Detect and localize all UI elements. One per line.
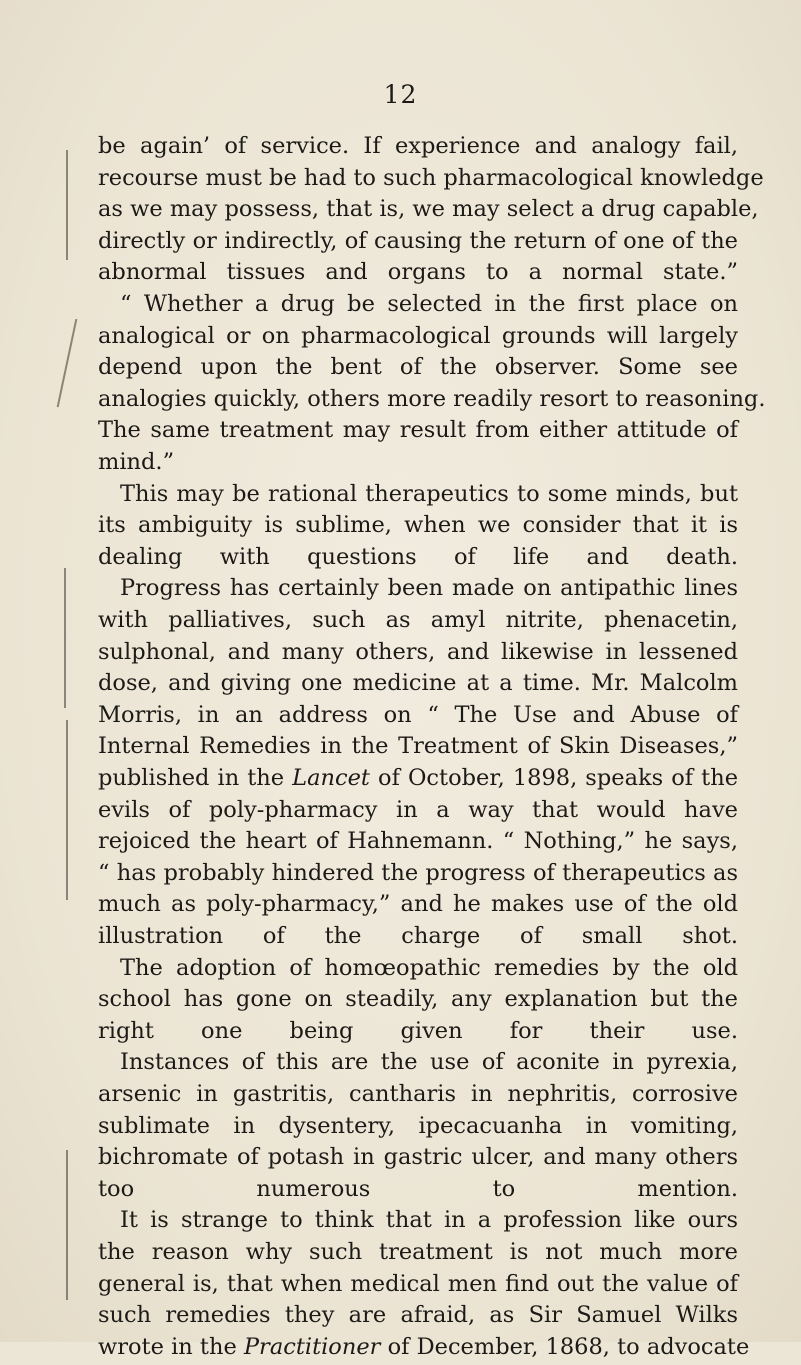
text-line-content: with palliatives, such as amyl nitrite, phenacetin, <box>98 607 738 633</box>
text-line <box>0 381 801 417</box>
text-line-content: school has gone on steadily, any explanation but the <box>98 986 738 1013</box>
text-line <box>0 1202 801 1238</box>
text-line <box>0 1266 801 1302</box>
text-line <box>0 1234 801 1270</box>
text-line-content: the reason why such treatment is not much more <box>98 1239 738 1265</box>
text-line <box>0 1139 801 1175</box>
text-line-content: depend upon the bent of the observer. Some see <box>98 354 738 381</box>
text-line <box>0 191 801 227</box>
text-line <box>0 349 801 385</box>
text-line <box>0 1329 801 1365</box>
text-line-content: directly or indirectly, of causing the return of one of the <box>98 227 738 254</box>
text-line-content: dealing with questions of life and death. <box>98 543 738 570</box>
text-line-content: bichromate of potash in gastric ulcer, and many others <box>98 1144 738 1171</box>
text-line-content: its ambiguity is sublime, when we consider that it is <box>98 512 738 539</box>
text-line-content: Progress has certainly been made on antipathic lines <box>120 575 738 602</box>
text-line <box>0 223 801 259</box>
text-line <box>0 855 801 891</box>
text-line <box>0 950 801 986</box>
text-line <box>0 728 801 764</box>
text-line <box>0 1013 801 1049</box>
text-line <box>0 160 801 196</box>
page-number: 12 <box>383 80 418 109</box>
text-line-content: It is strange to think that in a profession like ours <box>120 1207 738 1234</box>
text-line <box>0 476 801 512</box>
text-line-content: general is, that when medical men find out the value of <box>98 1270 738 1297</box>
text-line-content: recourse must be had to such pharmacological knowledge <box>98 164 764 191</box>
text-line <box>0 286 801 322</box>
text-line-content: too numerous to mention. <box>98 1175 738 1202</box>
text-line-content: sublimate in dysentery, ipecacuanha in vomiting, <box>98 1112 738 1139</box>
text-line-content: rejoiced the heart of Hahnemann. “ Nothing,” he says, <box>98 828 738 855</box>
text-line <box>0 1171 801 1207</box>
text-line-content: This may be rational therapeutics to some minds, but <box>120 480 738 507</box>
text-line <box>0 1297 801 1333</box>
text-line <box>0 981 801 1017</box>
text-line <box>0 665 801 701</box>
text-line <box>0 918 801 954</box>
text-line <box>0 128 801 164</box>
text-line-content: sulphonal, and many others, and likewise in lessened <box>98 638 738 665</box>
text-line-content: wrote in the Practitioner of December, 1868, to advocate <box>98 1333 750 1360</box>
text-line-content: as we may possess, that is, we may select a drug capable, <box>98 196 759 223</box>
text-line <box>0 412 801 448</box>
text-line <box>0 1044 801 1080</box>
text-line-content: much as poly-pharmacy,” and he makes use of the old <box>98 891 738 918</box>
text-line-content: analogies quickly, others more readily resort to reasoning. <box>98 385 766 412</box>
text-line-content: The same treatment may result from either attitude of <box>98 417 738 444</box>
text-line-content: Morris, in an address on “ The Use and Abuse of <box>98 701 738 728</box>
text-line-content: “ has probably hindered the progress of therapeutics as <box>98 859 738 886</box>
text-line-content: Instances of this are the use of aconite in pyrexia, <box>120 1049 738 1076</box>
text-line <box>0 602 801 638</box>
text-line-content: analogical or on pharmacological grounds will largely <box>98 322 738 349</box>
text-line <box>0 539 801 575</box>
text-line <box>0 444 801 480</box>
text-line <box>0 1108 801 1144</box>
text-line <box>0 697 801 733</box>
text-line-content: published in the Lancet of October, 1898, speaks of the <box>98 765 739 791</box>
text-line <box>0 1076 801 1112</box>
text-line <box>0 634 801 670</box>
text-line <box>0 760 801 796</box>
text-line <box>0 254 801 290</box>
text-line <box>0 507 801 543</box>
text-line <box>0 318 801 354</box>
text-line-content: evils of poly-pharmacy in a way that would have <box>98 796 738 823</box>
text-line <box>0 823 801 859</box>
text-line-content: The adoption of homœopathic remedies by the old <box>120 954 738 981</box>
text-line-content: be again’ of service. If experience and analogy fail, <box>98 133 738 159</box>
text-line-content: right one being given for their use. <box>98 1017 738 1044</box>
text-line <box>0 792 801 828</box>
text-line-content: illustration of the charge of small shot. <box>98 923 738 949</box>
text-line-content: dose, and giving one medicine at a time. Mr. Malcolm <box>98 670 738 697</box>
text-line-content: Internal Remedies in the Treatment of Skin Diseases,” <box>98 733 738 760</box>
text-line <box>0 886 801 922</box>
text-line-content: such remedies they are afraid, as Sir Samuel Wilks <box>98 1302 738 1329</box>
text-line-content: arsenic in gastritis, cantharis in nephritis, corrosive <box>98 1081 738 1107</box>
text-line-content: abnormal tissues and organs to a normal state.” <box>98 259 738 286</box>
text-line-content: mind.” <box>98 449 175 475</box>
text-line <box>0 570 801 606</box>
text-line-content: “ Whether a drug be selected in the first place on <box>120 291 738 317</box>
